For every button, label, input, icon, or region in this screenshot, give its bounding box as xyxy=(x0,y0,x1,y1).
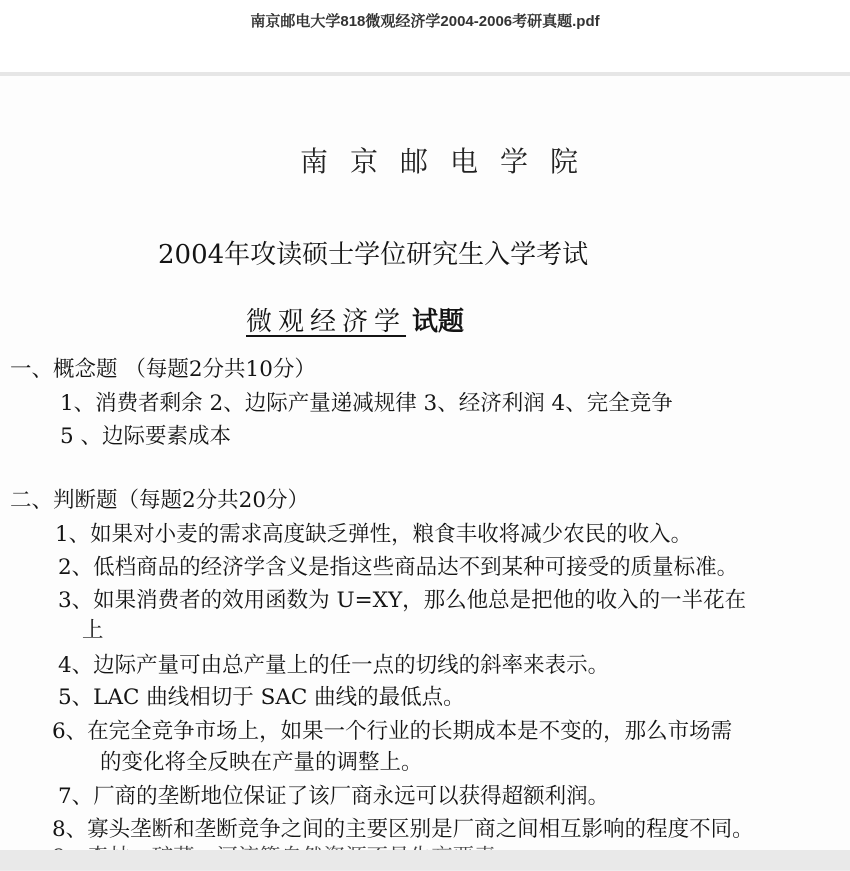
viewer-header xyxy=(0,0,850,72)
section2-item-3: 3、如果消费者的效用函数为 U=XY，那么他总是把他的收入的一半花在 xyxy=(58,588,747,613)
subject-title xyxy=(246,301,464,338)
section1-line2: 5 、边际要素成本 xyxy=(60,424,232,449)
section2-item-3-cont: 上 xyxy=(82,618,104,643)
subject-name: 微观经济学 xyxy=(246,307,407,337)
section2-item-5: 5、LAC 曲线相切于 SAC 曲线的最低点。 xyxy=(58,685,465,710)
pdf-page[interactable] xyxy=(0,76,850,850)
section2-item-7: 7、厂商的垄断地位保证了该厂商永远可以获得超额利润。 xyxy=(58,784,610,809)
section2-item-6-cont: 的变化将全反映在产量的调整上。 xyxy=(100,750,423,775)
section2-item-8: 8、寡头垄断和垄断竞争之间的主要区别是厂商之间相互影响的程度不同。 xyxy=(52,817,754,842)
section1-heading: 一、概念题 （每题2分共10分） xyxy=(10,357,316,382)
section2-item-2: 2、低档商品的经济学含义是指这些商品达不到某种可接受的质量标准。 xyxy=(58,555,739,580)
exam-title: 2004年攻读硕士学位研究生入学考试 xyxy=(158,240,589,270)
viewer-bottom-bar xyxy=(0,850,850,870)
subject-suffix: 试题 xyxy=(412,307,465,337)
section1-line1: 1、消费者剩余 2、边际产量递减规律 3、经济利润 4、完全竞争 xyxy=(60,391,673,416)
section2-item-4: 4、边际产量可由总产量上的任一点的切线的斜率来表示。 xyxy=(58,653,610,678)
document-title: 南京邮电大学818微观经济学2004-2006考研真题.pdf xyxy=(250,13,600,30)
section2-heading: 二、判断题（每题2分共20分） xyxy=(10,488,310,513)
section2-item-1: 1、如果对小麦的需求高度缺乏弹性，粮食丰收将减少农民的收入。 xyxy=(55,522,693,547)
school-header: 南京邮电学院 xyxy=(300,145,601,178)
section2-item-6: 6、在完全竞争市场上，如果一个行业的长期成本是不变的，那么市场需 xyxy=(52,719,733,744)
